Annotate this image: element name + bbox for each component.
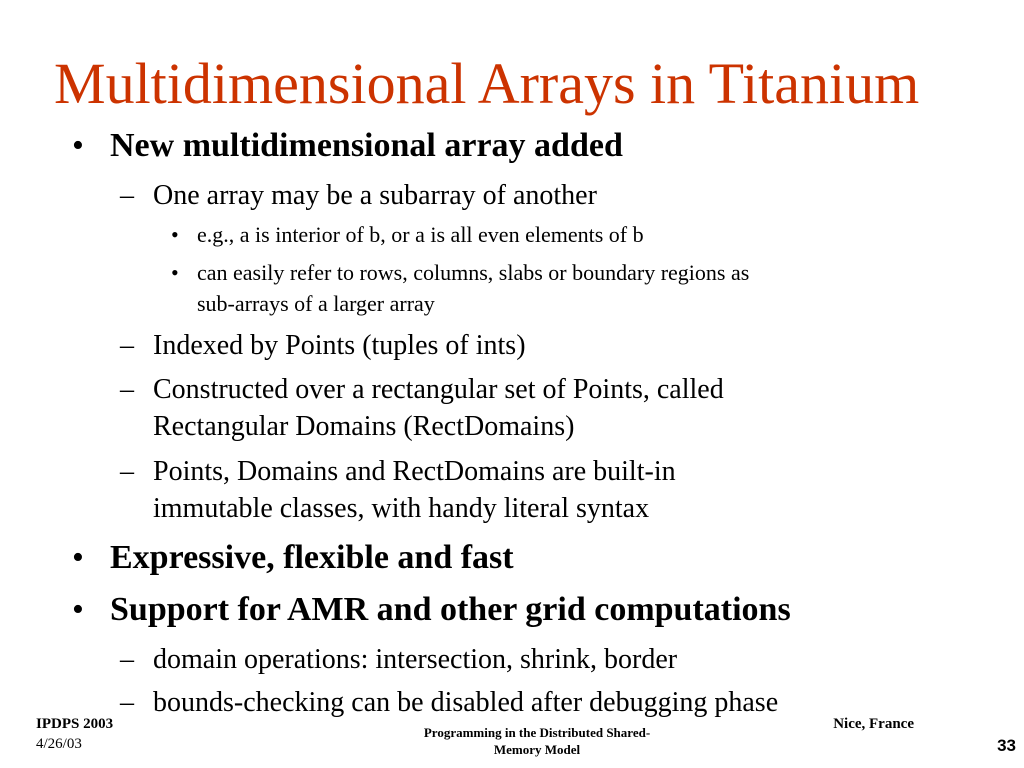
footer-center <box>372 724 702 758</box>
dash-marker: – <box>120 374 134 405</box>
sub-bullet-continuation <box>153 491 649 527</box>
footer-course-line: Programming in the Distributed Shared- <box>423 725 651 740</box>
bullet-item <box>72 126 623 166</box>
sub-bullet-text: Rectangular Domains (RectDomains) <box>153 411 575 442</box>
page-number: 33 <box>997 736 1016 755</box>
bullet-text: New multidimensional array added <box>110 127 623 164</box>
sub-bullet-item <box>120 372 724 408</box>
sub-bullet-item <box>120 178 597 214</box>
bullet-text: Expressive, flexible and fast <box>110 539 514 576</box>
bullet-item <box>72 590 791 630</box>
dash-marker: – <box>120 180 134 211</box>
footer-course-line: Memory Model <box>493 742 581 757</box>
footer-date: 4/26/03 <box>36 736 82 752</box>
sub-bullet-text: One array may be a subarray of another <box>153 180 597 211</box>
footer-left <box>36 714 113 754</box>
bullet-item <box>72 538 514 578</box>
dash-marker: – <box>120 330 134 361</box>
sub-sub-bullet-item <box>171 257 750 289</box>
footer-location: Nice, France <box>833 716 914 732</box>
sub-bullet-text: Points, Domains and RectDomains are built-in <box>153 456 676 487</box>
bullet-marker: • <box>171 222 179 247</box>
bullet-marker: • <box>72 127 84 164</box>
sub-bullet-text: Indexed by Points (tuples of ints) <box>153 330 526 361</box>
bullet-marker: • <box>72 539 84 576</box>
slide-title: Multidimensional Arrays in Titanium <box>54 51 920 116</box>
sub-bullet-text: immutable classes, with handy literal syntax <box>153 493 650 524</box>
sub-bullet-item <box>120 328 526 364</box>
footer-conference: IPDPS 2003 <box>36 716 114 732</box>
dash-marker: – <box>120 456 134 487</box>
bullet-marker: • <box>72 591 84 628</box>
dash-marker: – <box>120 644 134 675</box>
sub-bullet-text: bounds-checking can be disabled after debugging phase <box>153 687 779 718</box>
sub-bullet-text: domain operations: intersection, shrink, border <box>153 644 678 675</box>
bullet-marker: • <box>171 260 179 285</box>
bullet-text: Support for AMR and other grid computations <box>110 591 791 628</box>
sub-sub-bullet-continuation <box>197 288 435 320</box>
sub-bullet-item <box>120 685 779 721</box>
sub-bullet-item <box>120 454 676 490</box>
sub-bullet-continuation <box>153 409 574 445</box>
sub-bullet-item <box>120 642 678 678</box>
dash-marker: – <box>120 687 134 718</box>
sub-sub-bullet-text: can easily refer to rows, columns, slabs or boundary regions as <box>197 260 750 285</box>
sub-sub-bullet-item <box>171 219 644 251</box>
sub-sub-bullet-text: e.g., a is interior of b, or a is all even elements of b <box>197 222 644 247</box>
sub-sub-bullet-text: sub-arrays of a larger array <box>197 291 435 316</box>
sub-bullet-text: Constructed over a rectangular set of Points, called <box>153 374 724 405</box>
